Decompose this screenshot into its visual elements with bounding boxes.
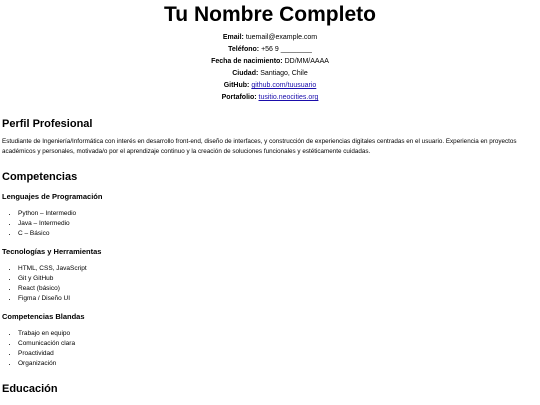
list-item: • HTML, CSS, JavaScript	[18, 264, 540, 274]
list-item: • React (básico)	[18, 284, 540, 294]
contact-city: Ciudad: Santiago, Chile	[232, 70, 308, 77]
profile-text: Estudiante de Ingeniería/Informática con interés en desarrollo front-end, diseño de interfaces, y construcción de experiencias digitales centradas en el usuario. Experiencia en proyectos académicos y personales, motivada/o por el aprendizaje continuo y la creación de soluciones funcionales y estéticamente cuidadas.	[2, 138, 517, 155]
tech-heading: Tecnologías y Herramientas	[2, 247, 102, 256]
list-item: • Java – Intermedio	[18, 219, 540, 229]
soft-skills-list	[2, 329, 540, 369]
list-item: • Git y GitHub	[18, 274, 540, 284]
list-item: • Organización	[18, 359, 540, 369]
languages-heading: Lenguajes de Programación	[2, 192, 103, 201]
contact-portfolio: Portafolio: tusitio.neocities.org	[221, 94, 319, 101]
skills-heading: Competencias	[2, 171, 78, 183]
skills-section	[0, 171, 540, 369]
list-item: • Python – Intermedio	[18, 209, 540, 219]
list-item: • Trabajo en equipo	[18, 329, 540, 339]
full-name: Tu Nombre Completo	[164, 3, 376, 26]
soft-skills-heading: Competencias Blandas	[2, 312, 85, 321]
list-item: • C – Básico	[18, 229, 540, 239]
tech-list	[2, 264, 540, 304]
profile-heading: Perfil Profesional	[2, 118, 93, 130]
list-item: • Proactividad	[18, 349, 540, 359]
portfolio-link[interactable]: tusitio.neocities.org	[258, 94, 319, 101]
contact-github: GitHub: github.com/tuusuario	[223, 82, 317, 89]
list-item: • Comunicación clara	[18, 339, 540, 349]
list-item: • Figma / Diseño UI	[18, 294, 540, 304]
contact-info	[0, 32, 540, 104]
contact-email: Email: tuemail@example.com	[222, 34, 318, 41]
github-link[interactable]: github.com/tuusuario	[251, 82, 317, 89]
profile-section	[0, 118, 540, 157]
languages-list	[2, 209, 540, 239]
education-heading: Educación	[2, 383, 58, 395]
education-section	[0, 383, 540, 396]
contact-phone: Teléfono: +56 9 ________	[228, 46, 312, 53]
contact-birthdate: Fecha de nacimiento: DD/MM/AAAA	[211, 58, 329, 65]
